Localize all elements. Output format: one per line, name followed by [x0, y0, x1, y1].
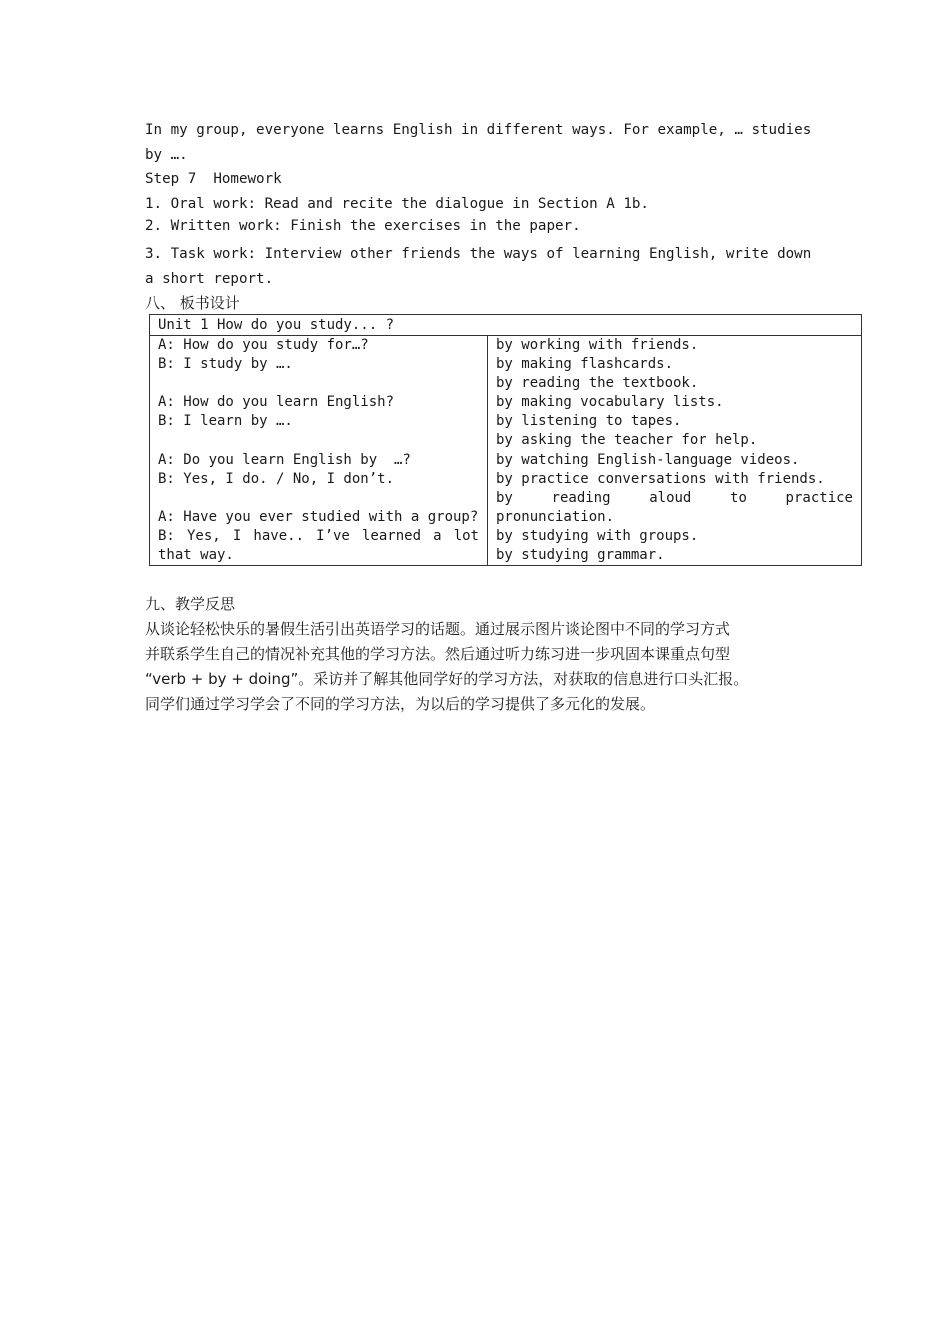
board-left-line: A: Have you ever studied with a group? — [158, 508, 479, 525]
board-title: Unit 1 How do you study... ? — [150, 315, 862, 336]
board-right-line: by studying grammar. — [496, 547, 665, 564]
board-right-line: by making vocabulary lists. — [496, 394, 724, 411]
board-right-line: by making flashcards. — [496, 356, 674, 373]
reflection-line-1: 从谈论轻松快乐的暑假生活引出英语学习的话题。通过展示图片谈论图中不同的学习方式 — [145, 620, 731, 638]
board-right-line: by studying with groups. — [496, 527, 699, 544]
board-right-line: by reading the textbook. — [496, 375, 699, 392]
board-left-line — [158, 431, 479, 450]
board-left-line: that way. — [158, 547, 234, 564]
board-table — [149, 314, 862, 566]
board-left-line: A: How do you learn English? — [158, 394, 395, 411]
board-left-line: A: How do you study for…? — [158, 337, 369, 353]
board-right-line: pronunciation. — [496, 508, 615, 525]
intro-line-1: In my group, everyone learns English in different ways. For example, … studies — [145, 122, 812, 138]
reflection-line-2: 并联系学生自己的情况补充其他的学习方法。然后通过听力练习进一步巩固本课重点句型 — [145, 645, 731, 663]
homework-item-3-cont: a short report. — [145, 271, 274, 287]
board-right-line: by practice conversations with friends. — [496, 470, 825, 487]
homework-title: Step 7 Homework — [145, 171, 282, 187]
board-heading: 八、 板书设计 — [145, 294, 240, 312]
board-right-line: by reading aloud to practice — [496, 489, 853, 506]
board-left-line — [158, 374, 479, 393]
homework-item-2: 2. Written work: Finish the exercises in the paper. — [145, 218, 581, 234]
intro-line-2: by …. — [145, 147, 188, 163]
board-right-line: by listening to tapes. — [496, 413, 682, 430]
board-right-line: by working with friends. — [496, 337, 699, 353]
board-left-column — [150, 336, 488, 566]
board-left-line — [158, 489, 479, 508]
reflection-line-4: 同学们通过学习学会了不同的学习方法，为以后的学习提供了多元化的发展。 — [145, 695, 656, 713]
reflection-heading: 九、教学反思 — [145, 595, 236, 613]
homework-item-3: 3. Task work: Interview other friends the ways of learning English, write down — [145, 246, 812, 262]
board-left-line: B: I study by …. — [158, 356, 293, 373]
board-left-line: B: Yes, I have.. I’ve learned a lot — [158, 527, 479, 544]
board-right-line: by asking the teacher for help. — [496, 432, 758, 449]
board-right-column — [488, 336, 862, 566]
board-left-line: A: Do you learn English by …? — [158, 451, 411, 468]
reflection-line-3: “verb + by + doing”。采访并了解其他同学好的学习方法，对获取的信息进行口头汇报。 — [145, 670, 749, 688]
board-left-line: B: I learn by …. — [158, 413, 293, 430]
homework-item-1: 1. Oral work: Read and recite the dialogue in Section A 1b. — [145, 196, 649, 212]
board-left-line: B: Yes, I do. / No, I don’t. — [158, 470, 395, 487]
board-right-line: by watching English-language videos. — [496, 451, 800, 468]
